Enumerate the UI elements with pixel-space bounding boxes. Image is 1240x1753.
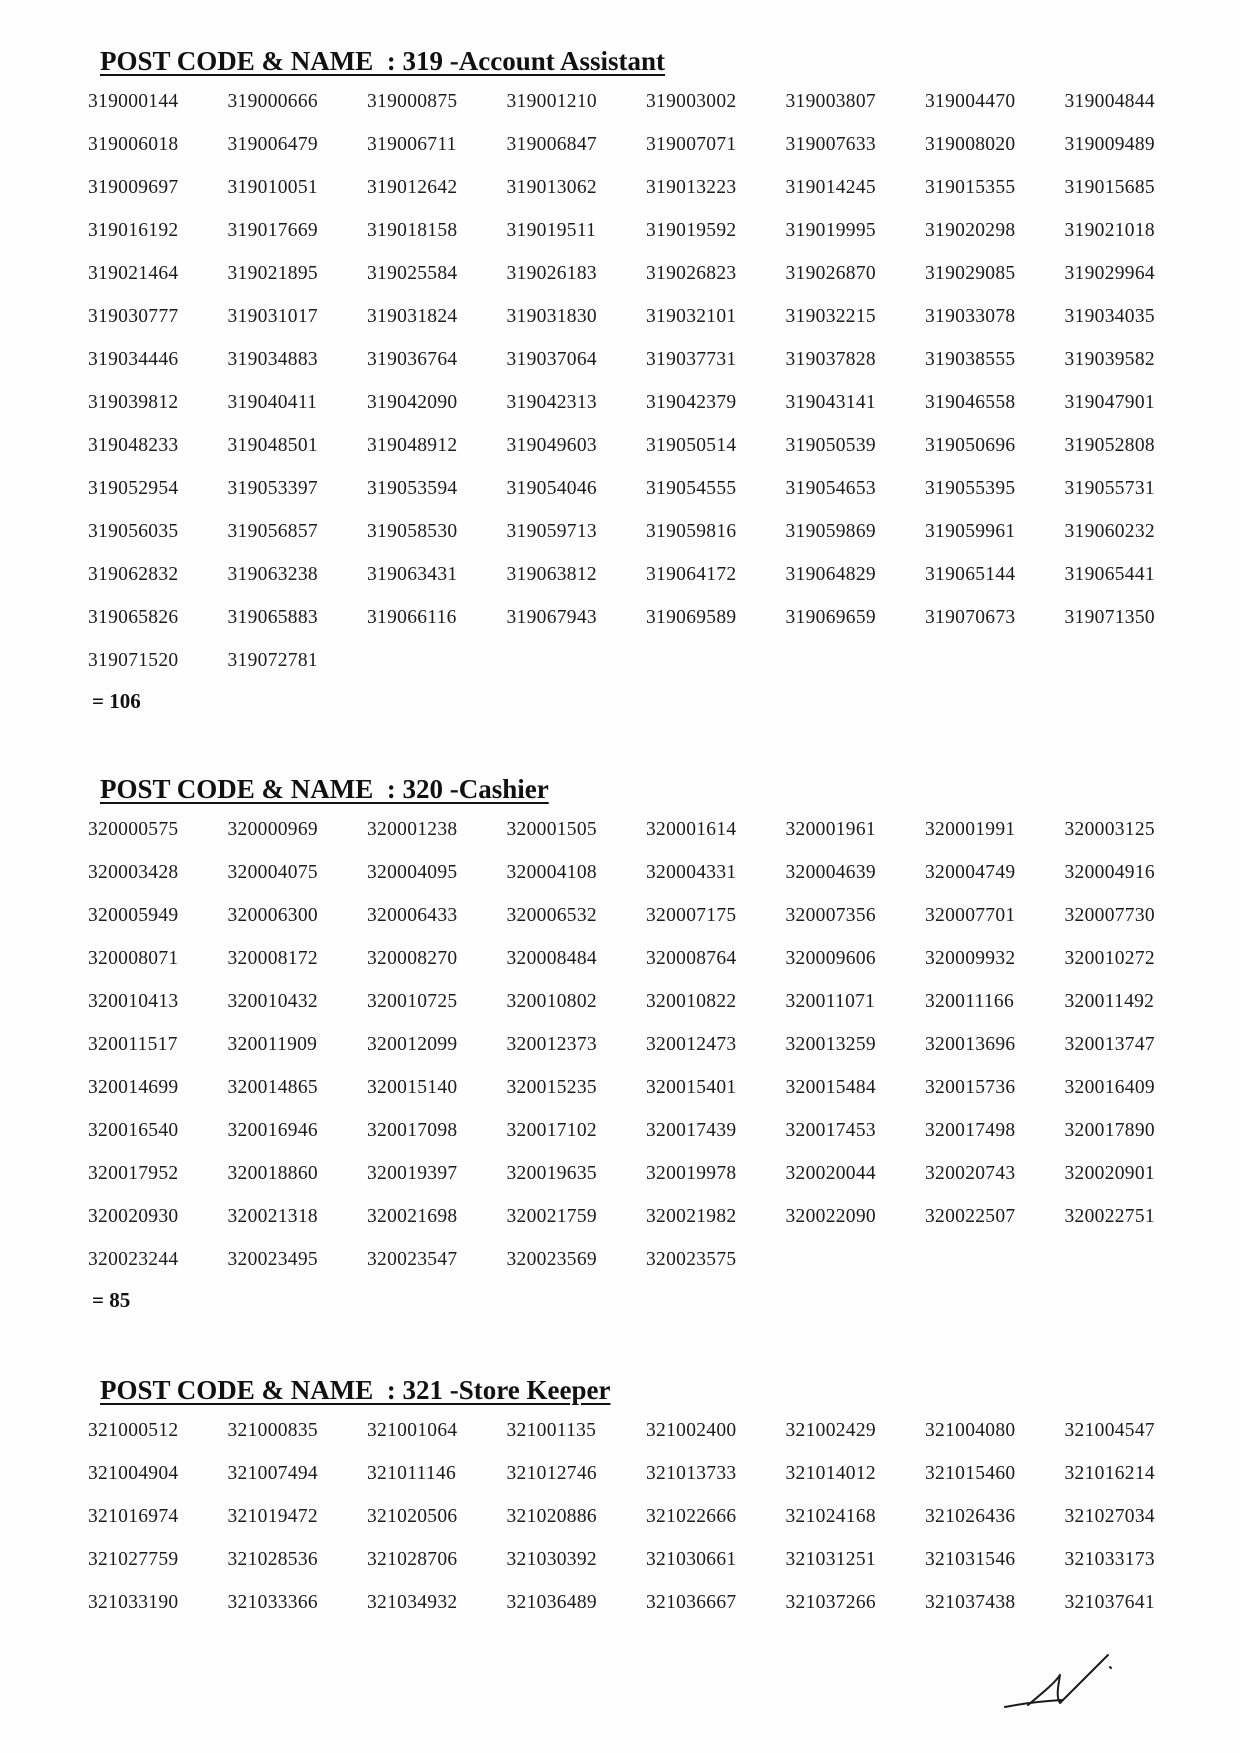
roll-number: 320015401 [646,1077,737,1098]
roll-number: 319052954 [88,478,179,499]
roll-number: 320000575 [88,819,179,840]
roll-number: 320017952 [88,1163,179,1184]
roll-number: 320020901 [1064,1163,1155,1184]
roll-number: 319034883 [227,349,318,370]
roll-number: 319071520 [88,650,179,671]
roll-number: 321026436 [925,1506,1016,1527]
roll-number: 319008020 [925,134,1016,155]
roll-number: 320013747 [1064,1034,1155,1055]
roll-number: 320003125 [1064,819,1155,840]
roll-number: 320021759 [506,1206,597,1227]
roll-number: 320008071 [88,948,179,969]
roll-number: 321016214 [1064,1463,1155,1484]
roll-number: 320013696 [925,1034,1016,1055]
roll-number: 320004916 [1064,862,1155,883]
roll-number: 320020743 [925,1163,1016,1184]
roll-number: 321036667 [646,1592,737,1613]
roll-number: 319030777 [88,306,179,327]
roll-number: 319067943 [506,607,597,628]
roll-number: 321024168 [785,1506,876,1527]
roll-number: 319039582 [1064,349,1155,370]
roll-number: 319047901 [1064,392,1155,413]
roll-number: 321020506 [367,1506,458,1527]
roll-number: 320015736 [925,1077,1016,1098]
roll-number: 319009489 [1064,134,1155,155]
roll-number: 320015235 [506,1077,597,1098]
roll-number: 320020044 [785,1163,876,1184]
roll-number: 320011517 [88,1034,178,1055]
roll-number: 320019978 [646,1163,737,1184]
roll-number: 319000875 [367,91,458,112]
roll-number: 320017453 [785,1120,876,1141]
roll-number: 320009932 [925,948,1016,969]
roll-number: 320011492 [1064,991,1155,1012]
roll-number: 320012099 [367,1034,458,1055]
roll-number: 319037828 [785,349,876,370]
roll-number: 319053594 [367,478,458,499]
roll-number: 320023547 [367,1249,458,1270]
roll-number: 319000666 [227,91,318,112]
roll-number: 320022090 [785,1206,876,1227]
roll-number: 321027034 [1064,1506,1155,1527]
roll-number: 319003002 [646,91,737,112]
roll-number: 319031017 [227,306,318,327]
roll-number: 319001210 [506,91,597,112]
roll-number: 320006300 [227,905,318,926]
roll-number: 321033366 [227,1592,318,1613]
roll-number: 319070673 [925,607,1016,628]
roll-number: 320006433 [367,905,458,926]
roll-number: 320001505 [506,819,597,840]
roll-number: 321012746 [506,1463,597,1484]
roll-number: 321000835 [227,1420,318,1441]
roll-number: 319052808 [1064,435,1155,456]
roll-number: 319048912 [367,435,458,456]
roll-number: 319043141 [785,392,876,413]
roll-number: 319016192 [88,220,179,241]
roll-number: 321022666 [646,1506,737,1527]
section-total: = 85 [92,1288,131,1312]
roll-number: 319063431 [367,564,458,585]
roll-number: 319065441 [1064,564,1155,585]
roll-number: 319056035 [88,521,179,542]
roll-number-grid [88,1413,1168,1628]
roll-number: 320017098 [367,1120,458,1141]
roll-number: 319071350 [1064,607,1155,628]
roll-number: 319021464 [88,263,179,284]
roll-number: 319015685 [1064,177,1155,198]
roll-number: 319069589 [646,607,737,628]
post-section-319 [88,44,1168,716]
roll-number: 319032215 [785,306,876,327]
roll-number: 321002429 [785,1420,876,1441]
section-heading: POST CODE & NAME : 321 -Store Keeper [100,1375,611,1405]
roll-number: 319064829 [785,564,876,585]
roll-number: 321002400 [646,1420,737,1441]
roll-number: 320004108 [506,862,597,883]
roll-number: 319072781 [227,650,318,671]
roll-number: 319042379 [646,392,737,413]
roll-number: 320007356 [785,905,876,926]
roll-number: 321036489 [506,1592,597,1613]
roll-number: 321019472 [227,1506,318,1527]
roll-number: 319006018 [88,134,179,155]
roll-number: 319037731 [646,349,737,370]
roll-number: 320009606 [785,948,876,969]
roll-number: 321037438 [925,1592,1016,1613]
roll-number: 319060232 [1064,521,1155,542]
roll-number: 319017669 [227,220,318,241]
roll-number: 320012473 [646,1034,737,1055]
roll-number: 320010802 [506,991,597,1012]
roll-number: 319046558 [925,392,1016,413]
roll-number: 320007730 [1064,905,1155,926]
roll-number: 319059961 [925,521,1016,542]
roll-number: 319009697 [88,177,179,198]
roll-number: 320001991 [925,819,1016,840]
roll-number: 319026823 [646,263,737,284]
roll-number: 321004547 [1064,1420,1155,1441]
roll-number: 320021698 [367,1206,458,1227]
roll-number: 319034035 [1064,306,1155,327]
roll-number: 319020298 [925,220,1016,241]
roll-number: 320006532 [506,905,597,926]
roll-number: 319050696 [925,435,1016,456]
roll-number: 321031251 [785,1549,876,1570]
roll-number: 319069659 [785,607,876,628]
roll-number: 319063238 [227,564,318,585]
roll-number: 321027759 [88,1549,179,1570]
roll-number: 320008764 [646,948,737,969]
roll-number: 319048501 [227,435,318,456]
roll-number: 319064172 [646,564,737,585]
roll-number: 320023244 [88,1249,179,1270]
roll-number-grid [88,84,1168,686]
roll-number: 321001064 [367,1420,458,1441]
roll-number: 319055731 [1064,478,1155,499]
roll-number: 319059816 [646,521,737,542]
roll-number: 319055395 [925,478,1016,499]
roll-number: 320023569 [506,1249,597,1270]
roll-number: 320017890 [1064,1120,1155,1141]
roll-number: 320020930 [88,1206,179,1227]
roll-number: 319053397 [227,478,318,499]
roll-number: 319006847 [506,134,597,155]
roll-number: 320017102 [506,1120,597,1141]
roll-number: 321034932 [367,1592,458,1613]
roll-number: 321001135 [506,1420,597,1441]
roll-number: 321004904 [88,1463,179,1484]
roll-number: 319063812 [506,564,597,585]
section-total: = 106 [92,689,141,713]
roll-number: 319026183 [506,263,597,284]
roll-number: 321028706 [367,1549,458,1570]
roll-number: 319037064 [506,349,597,370]
roll-number: 320008484 [506,948,597,969]
roll-number: 320023495 [227,1249,318,1270]
roll-number: 319065144 [925,564,1016,585]
roll-number: 320011071 [785,991,876,1012]
roll-number: 319033078 [925,306,1016,327]
roll-number: 319004844 [1064,91,1155,112]
roll-number: 319019511 [506,220,597,241]
roll-number: 319014245 [785,177,876,198]
roll-number: 319054046 [506,478,597,499]
roll-number: 319007633 [785,134,876,155]
section-heading: POST CODE & NAME : 319 -Account Assistant [100,46,666,76]
roll-number: 321033190 [88,1592,179,1613]
roll-number: 319054653 [785,478,876,499]
roll-number: 320018860 [227,1163,318,1184]
section-heading: POST CODE & NAME : 320 -Cashier [100,774,549,804]
roll-number: 320012373 [506,1034,597,1055]
roll-number: 321015460 [925,1463,1016,1484]
roll-number: 319066116 [367,607,457,628]
roll-number: 321037266 [785,1592,876,1613]
roll-number: 320011909 [227,1034,318,1055]
roll-number: 320011166 [925,991,1015,1012]
roll-number: 320015484 [785,1077,876,1098]
roll-number: 319013223 [646,177,737,198]
roll-number: 319059713 [506,521,597,542]
post-section-321 [88,1373,1168,1628]
roll-number: 320008172 [227,948,318,969]
roll-number: 320022751 [1064,1206,1155,1227]
roll-number: 319032101 [646,306,737,327]
roll-number: 319058530 [367,521,458,542]
roll-number: 319039812 [88,392,179,413]
signature [1000,1645,1120,1725]
roll-number: 319031824 [367,306,458,327]
roll-number: 321033173 [1064,1549,1155,1570]
roll-number: 320017439 [646,1120,737,1141]
roll-number: 320019635 [506,1163,597,1184]
roll-number: 319012642 [367,177,458,198]
roll-number: 320004749 [925,862,1016,883]
roll-number: 321028536 [227,1549,318,1570]
roll-number: 321000512 [88,1420,179,1441]
roll-number: 319048233 [88,435,179,456]
roll-number: 320014865 [227,1077,318,1098]
roll-number: 320016540 [88,1120,179,1141]
roll-number: 320014699 [88,1077,179,1098]
roll-number: 320007175 [646,905,737,926]
roll-number: 321011146 [367,1463,457,1484]
roll-number: 320016946 [227,1120,318,1141]
roll-number: 319065826 [88,607,179,628]
roll-number: 321030661 [646,1549,737,1570]
roll-number: 319021895 [227,263,318,284]
roll-number: 320000969 [227,819,318,840]
roll-number: 319042313 [506,392,597,413]
roll-number: 320004639 [785,862,876,883]
roll-number: 321016974 [88,1506,179,1527]
roll-number: 320004331 [646,862,737,883]
roll-number: 320017498 [925,1120,1016,1141]
roll-number: 319056857 [227,521,318,542]
roll-number: 321014012 [785,1463,876,1484]
roll-number: 319062832 [88,564,179,585]
roll-number: 319054555 [646,478,737,499]
roll-number: 320023575 [646,1249,737,1270]
roll-number: 319025584 [367,263,458,284]
roll-number: 319007071 [646,134,737,155]
roll-number: 319065883 [227,607,318,628]
roll-number: 321037641 [1064,1592,1155,1613]
roll-number: 320003428 [88,862,179,883]
roll-number: 319049603 [506,435,597,456]
roll-number: 320021318 [227,1206,318,1227]
roll-number: 320010822 [646,991,737,1012]
roll-number: 319021018 [1064,220,1155,241]
roll-number: 319031830 [506,306,597,327]
roll-number: 321013733 [646,1463,737,1484]
roll-number: 320007701 [925,905,1016,926]
roll-number: 321020886 [506,1506,597,1527]
roll-number: 320013259 [785,1034,876,1055]
roll-number: 319050514 [646,435,737,456]
roll-number: 320022507 [925,1206,1016,1227]
roll-number: 319015355 [925,177,1016,198]
roll-number: 321007494 [227,1463,318,1484]
roll-number: 319042090 [367,392,458,413]
roll-number: 319019995 [785,220,876,241]
roll-number: 319006479 [227,134,318,155]
roll-number: 319004470 [925,91,1016,112]
roll-number: 319006711 [367,134,457,155]
roll-number: 320008270 [367,948,458,969]
roll-number: 321031546 [925,1549,1016,1570]
roll-number: 320010272 [1064,948,1155,969]
roll-number: 319000144 [88,91,179,112]
roll-number: 320016409 [1064,1077,1155,1098]
roll-number: 320001614 [646,819,737,840]
post-section-320 [88,772,1168,1315]
roll-number: 319018158 [367,220,458,241]
roll-number: 321030392 [506,1549,597,1570]
roll-number: 320010432 [227,991,318,1012]
roll-number: 320004095 [367,862,458,883]
roll-number: 319003807 [785,91,876,112]
roll-number: 319010051 [227,177,318,198]
roll-number: 320010413 [88,991,179,1012]
roll-number: 319026870 [785,263,876,284]
roll-number: 319050539 [785,435,876,456]
roll-number: 319029964 [1064,263,1155,284]
roll-number: 319036764 [367,349,458,370]
roll-number: 319013062 [506,177,597,198]
roll-number: 319040411 [227,392,318,413]
roll-number: 321004080 [925,1420,1016,1441]
roll-number: 320005949 [88,905,179,926]
roll-number: 320001238 [367,819,458,840]
roll-number: 320021982 [646,1206,737,1227]
roll-number: 320015140 [367,1077,458,1098]
roll-number: 320019397 [367,1163,458,1184]
roll-number: 320010725 [367,991,458,1012]
roll-number: 320004075 [227,862,318,883]
roll-number: 319034446 [88,349,179,370]
roll-number: 319029085 [925,263,1016,284]
roll-number: 319019592 [646,220,737,241]
roll-number: 320001961 [785,819,876,840]
roll-number-grid [88,812,1168,1285]
roll-number: 319038555 [925,349,1016,370]
roll-number: 319059869 [785,521,876,542]
